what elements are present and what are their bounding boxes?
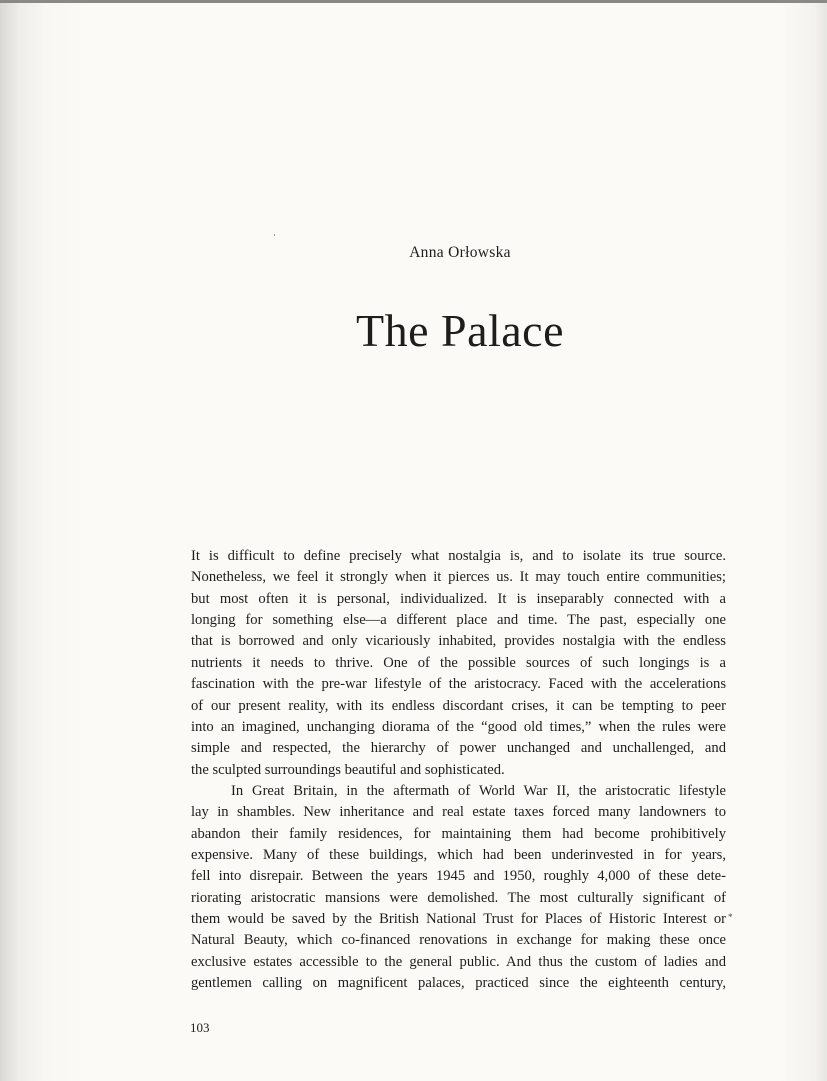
footnote-marker: * [728,912,733,922]
chapter-title: The Palace [355,305,565,356]
text-line: expensive. Many of these buildings, which had been underinvested in for years, [191,847,726,864]
text-line: of our present reality, with its endless discordant crises, it can be tempting to peer [191,697,726,714]
text-line: gentlemen calling on magnificent palaces, practiced since the eighteenth century, [191,975,726,992]
text-line: them would be saved by the British National Trust for Places of Historic Interest or [191,911,726,928]
text-line: but most often it is personal, individualized. It is inseparably connected with a [191,590,726,607]
text-line: simple and respected, the hierarchy of power unchanged and unchallenged, and [191,740,726,757]
text-line: exclusive estates accessible to the general public. And thus the custom of ladies and [191,953,726,970]
author-name: Anna Orłowska [409,244,511,261]
text-line: lay in shambles. New inheritance and real estate taxes forced many landowners to [191,804,726,821]
body-text [191,546,726,995]
text-line: It is difficult to define precisely what nostalgia is, and to isolate its true source. [191,548,726,564]
text-line: fell into disrepair. Between the years 1945 and 1950, roughly 4,000 of these dete- [191,868,726,885]
text-line: riorating aristocratic mansions were demolished. The most culturally significant of [191,889,726,906]
text-line: that is borrowed and only vicariously inhabited, provides nostalgia with the endless [191,633,726,650]
text-line: Nonetheless, we feel it strongly when it pierces us. It may touch entire communities; [191,569,726,586]
page-top-edge [0,0,827,3]
text-line: fascination with the pre-war lifestyle of the aristocracy. Faced with the accelerations [191,676,726,693]
text-line: In Great Britain, in the aftermath of World War II, the aristocratic lifestyle [231,782,726,799]
text-line: into an imagined, unchanging diorama of the “good old times,” when the rules were [191,718,726,735]
text-line: abandon their family residences, for maintaining them had become prohibitively [191,825,726,842]
text-line: the sculpted surroundings beautiful and sophisticated. [191,761,505,778]
text-line: longing for something else—a different place and time. The past, especially one [191,612,726,629]
text-line: nutrients it needs to thrive. One of the possible sources of such longings is a [191,654,726,671]
text-line: Natural Beauty, which co-financed renovations in exchange for making these once [191,932,726,949]
paper-speck [274,234,275,236]
page-number: 103 [190,1020,210,1035]
